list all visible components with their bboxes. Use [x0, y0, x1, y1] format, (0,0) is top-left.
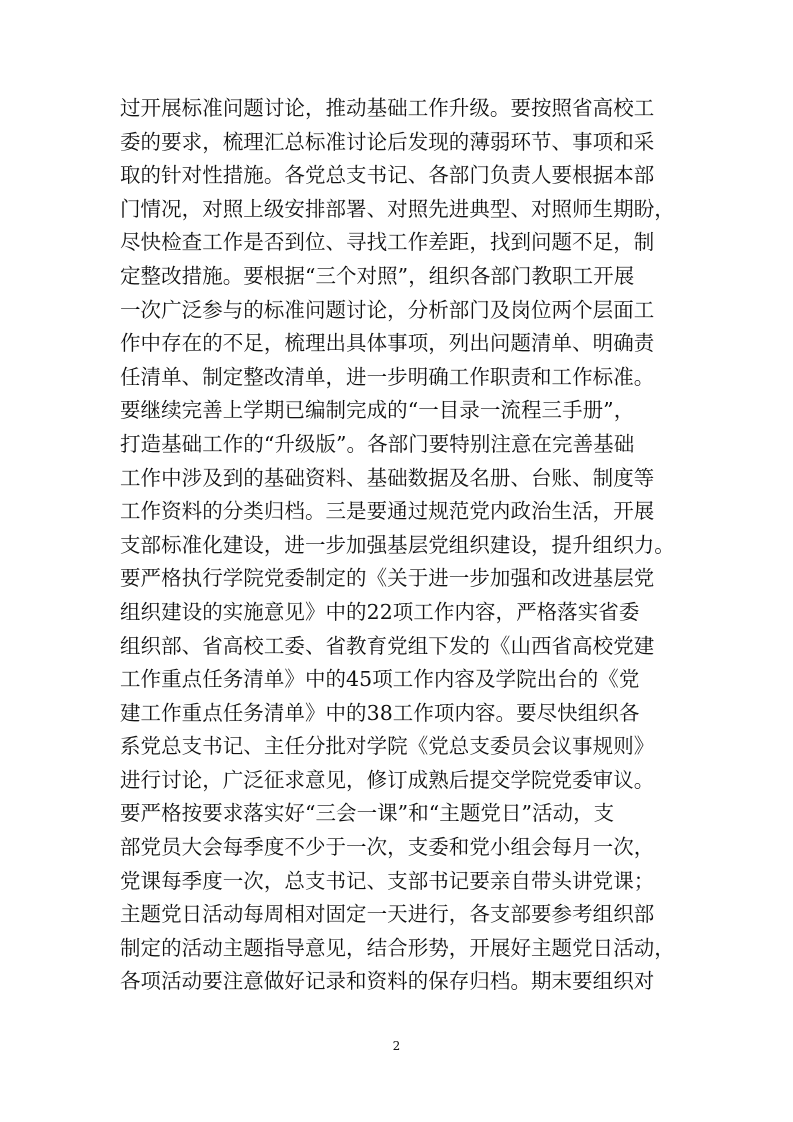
text-line: 要继续完善上学期已编制完成的“一目录一流程三手册”， [120, 398, 635, 423]
text-line: 作中存在的不足，梳理出具体事项，列出问题清单、明确责 [120, 331, 655, 356]
text-line: 制定的活动主题指导意见，结合形势，开展好主题党日活动， [120, 935, 675, 960]
text-line: 取的针对性措施。各党总支书记、各部门负责人要根据本部 [120, 163, 655, 188]
text-line: 进行讨论，广泛征求意见，修订成熟后提交学院党委审议。 [120, 767, 655, 792]
page-number: 2 [392, 1039, 401, 1053]
text-line: 门情况，对照上级安排部署、对照先进典型、对照师生期盼， [120, 196, 675, 221]
text-line: 尽快检查工作是否到位、寻找工作差距，找到问题不足，制 [120, 230, 655, 255]
text-line: 组织部、省高校工委、省教育党组下发的《山西省高校党建 [120, 633, 655, 658]
text-line: 定整改措施。要根据“三个对照”，组织各部门教职工开展 [120, 263, 635, 288]
text-line: 主题党日活动每周相对固定一天进行，各支部要参考组织部 [120, 902, 655, 927]
text-line: 党课每季度一次，总支书记、支部书记要亲自带头讲党课； [120, 868, 655, 893]
text-line: 任清单、制定整改清单，进一步明确工作职责和工作标准。 [120, 364, 655, 389]
text-line: 建工作重点任务清单》中的38工作项内容。要尽快组织各 [120, 700, 640, 725]
text-line: 要严格按要求落实好“三会一课”和“主题党日”活动，支 [120, 801, 615, 826]
text-line: 各项活动要注意做好记录和资料的保存归档。期末要组织对 [120, 969, 655, 994]
text-line: 工作中涉及到的基础资料、基础数据及名册、台账、制度等 [120, 465, 655, 490]
text-line: 部党员大会每季度不少于一次，支委和党小组会每月一次， [120, 835, 655, 860]
text-line: 打造基础工作的“升级版”。各部门要特别注意在完善基础 [120, 431, 635, 456]
text-line: 支部标准化建设，进一步加强基层党组织建设，提升组织力。 [120, 532, 675, 557]
text-line: 一次广泛参与的标准问题讨论，分析部门及岗位两个层面工 [120, 297, 655, 322]
text-line: 组织建设的实施意见》中的22项工作内容，严格落实省委 [120, 599, 640, 624]
text-line: 工作重点任务清单》中的45项工作内容及学院出台的《党 [120, 667, 640, 692]
text-line: 系党总支书记、主任分批对学院《党总支委员会议事规则》 [120, 734, 655, 759]
text-line: 委的要求，梳理汇总标准讨论后发现的薄弱环节、事项和采 [120, 129, 655, 154]
body-text [120, 92, 680, 999]
text-line: 要严格执行学院党委制定的《关于进一步加强和改进基层党 [120, 566, 655, 591]
text-line: 工作资料的分类归档。三是要通过规范党内政治生活，开展 [120, 499, 655, 524]
text-line: 过开展标准问题讨论，推动基础工作升级。要按照省高校工 [120, 96, 655, 120]
